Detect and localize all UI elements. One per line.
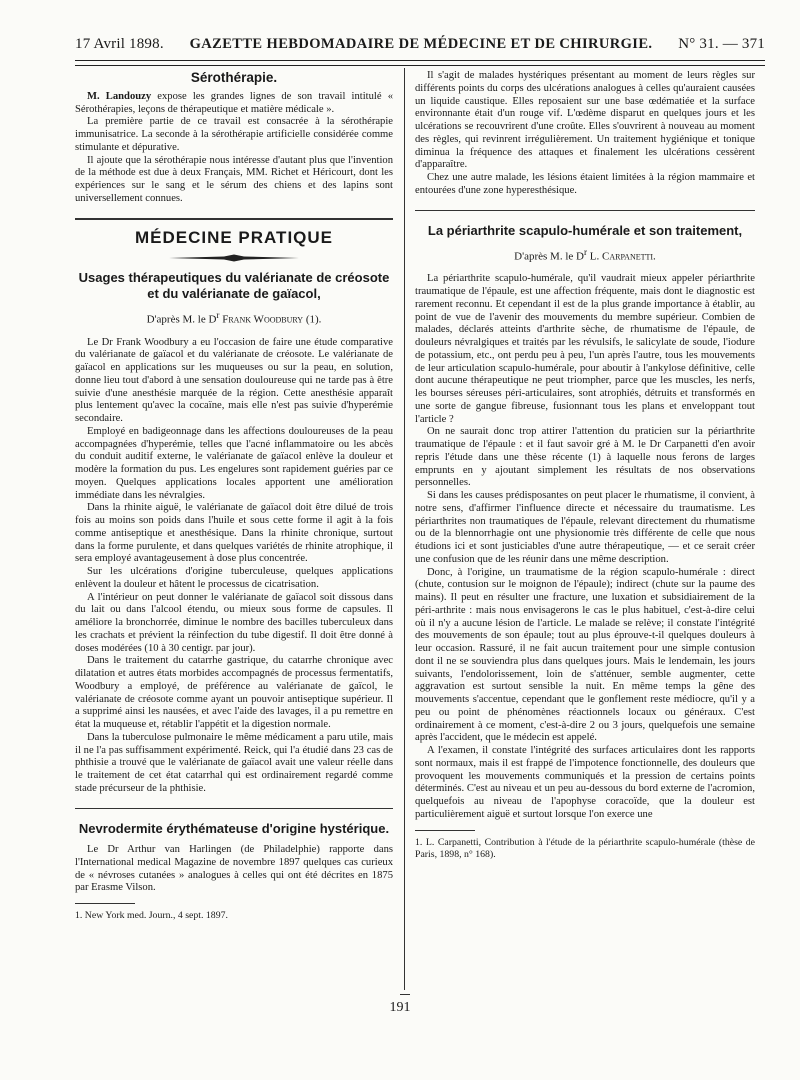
valerianate-paragraph: Employé en badigeonnage dans les affections douloureuses de la peau accompagnées d'hyperémie, telles que l'acné inflammatoire ou les abcès du conduit auditif externe, le valérianate de gaïacol enlève la douleur et modère la formation du pus. Les engelures sont rapidement guéries par ce moyen. Quelques applications locales apportent une amélioration immédiate dans les névralgies. bbox=[75, 425, 393, 501]
article-rule bbox=[415, 210, 755, 211]
valerianate-title: Usages thérapeutiques du valérianate de créosote et du valérianate de gaïacol, bbox=[78, 270, 390, 301]
periarthrite-paragraph: La périarthrite scapulo-humérale, qu'il vaudrait mieux appeler périarthrite traumatique de l'épaule, est une affection fréquente, mais dont le diagnostic est rarement reconnu. Et cependant il est de la plus grande importance à établir, au point de vue de l'avenir des mouvements du membre supérieur. Combien de malades, déclarés atteints d'arthrite sèche, de rhumatisme de l'épaule, de douleurs névralgiques et traités par les révulsifs, le salicylate de soude, l'iodure de potassium, etc., ont perdu peu à peu, l'un après l'autre, tous les mouvements de leur articulation scapulo-humérale, pour aboutir à l'ankylose définitive, celle dont aucune thérapeutique ne peut triompher, parce que les muscles, les nerfs, les bourses séreuses péri-articulaires, sont atrophiés, détruits et transformés en une sorte de gangue fibreuse, fusionnant tous les plans et enveloppant tout l'article ? bbox=[415, 273, 755, 425]
byline-author: Frank Woodbury bbox=[222, 313, 304, 326]
valerianate-paragraph: Dans le traitement du catarrhe gastrique, du catarrhe chronique avec dilatation et autres états morbides accompagnés de processus fermentatifs, Woodbury a employé, de préférence au valérianate de gaïcol, le valérianate de créosote comme ayant un pouvoir antiseptique supérieur. Il a supprimé ainsi les nausées, et avec l'aide des lavages, il a pu remettre en état la muqueuse et, rétablir l'appétit et la digestion normale. bbox=[75, 655, 393, 731]
right-column bbox=[415, 70, 755, 861]
footnote-rule bbox=[415, 830, 475, 831]
footnote-rule bbox=[75, 903, 135, 904]
valerianate-paragraph: Le Dr Frank Woodbury a eu l'occasion de faire une étude comparative du valérianate de gaïacol et du valérianate de créosote. Le valérianate de gaïacol en applications sur les muqueuses ou sur la peau, en solution, donne lieu tout d'abord à une sensation douloureuse qui ne tarde pas à être suivie d'une anesthésie marquée de la région. Cette anesthésie apparaît plus lentement qu'avec la cocaïne, mais elle n'est pas suivie d'hyperémie secondaire. bbox=[75, 336, 393, 425]
serotherapie-paragraph: M. Landouzy expose les grandes lignes de son travail intitulé « Sérothérapies, leçons de thérapeutique et matière médicale ». bbox=[75, 90, 393, 115]
valerianate-paragraph: A l'intérieur on peut donner le valérianate de gaïacol soit dissous dans du lait ou dans l'alcool étendu, ou mieux sous forme de capsules. Il améliore la bronchorrée, diminue le nombre des bacilles tuberculeux dans les crachats et prévient la réinfection du tube digestif. Il doit être donné à doses modérées (10 à 30 centigr. par jour). bbox=[75, 591, 393, 654]
serotherapie-paragraph: Il ajoute que la sérothérapie nous intéresse d'autant plus que l'invention de la méthode est due à deux Français, MM. Richet et Héricourt, dont les expériences sur le sang et le sérum des chiens et des lapins sont universellement connues. bbox=[75, 154, 393, 204]
running-head bbox=[75, 36, 765, 54]
article-rule bbox=[75, 808, 393, 809]
footnote-right: 1. L. Carpanetti, Contribution à l'étude de la périarthrite scapulo-humérale (thèse de Paris, 1898, n° 168). bbox=[415, 836, 755, 860]
page-number: 191 bbox=[389, 1000, 411, 1015]
serotherapie-title: Sérothérapie. bbox=[190, 70, 278, 85]
periarthrite-byline: D'après M. le $D^r$ L. Carpanetti. bbox=[514, 247, 656, 263]
header-rule bbox=[75, 60, 765, 66]
journal-title: GAZETTE HEBDOMADAIRE DE MÉDECINE ET DE CHIRURGIE. bbox=[189, 36, 653, 52]
periarthrite-paragraph: On ne saurait donc trop attirer l'attention du praticien sur la périarthrite traumatique de l'épaule : et il faut savoir gré à M. le Dr Carpanetti d'en avoir repris l'étude dans une thèse récente (1) à laquelle nous ferons de larges emprunts en y ajoutant simplement les résultats de nos observations personnelles. bbox=[415, 426, 755, 489]
left-column bbox=[75, 70, 393, 922]
ornament-rule bbox=[169, 254, 299, 262]
nevrodermite-continuation: Il s'agit de malades hystériques présentant au moment de leurs règles sur différents points du corps des ulcérations analogues à celles qu'auraient causées un liquide caustique. Elles reposaient sur une base œdématiée et la surface environnante était d'un rouge vif. L'œdème disparut en quelques jours et les ulcérations se recouvrirent d'une croûte. Elles s'ouvrirent à nouveau au moment des règles, qui revinrent irrégulièrement. Un traitement hygiénique et tonique diminua la fréquence des attaques et finalement les ulcérations cessèrent d'apparaître. bbox=[415, 70, 755, 171]
valerianate-paragraph: Sur les ulcérations d'origine tuberculeuse, quelques applications enlèvent la douleur et hâtent le processus de cicatrisation. bbox=[75, 566, 393, 590]
serotherapie-paragraph: La première partie de ce travail est consacrée à la sérothérapie immunisatrice. La seconde à la sérothérapie artificielle considérée comme stimulante et dépurative. bbox=[75, 116, 393, 153]
valerianate-paragraph: Dans la tuberculose pulmonaire le même médicament a paru utile, mais il ne l'a pas suffisamment expérimenté. Reick, qui l'a étudié dans 23 cas de phthisie a trouvé que le valérianate de gaïacol avait une valeur réelle dans le traitement de cet état catarrhal qui est ordinairement regardé comme stade précurseur de la phthisie. bbox=[75, 731, 393, 794]
nevrodermite-paragraph: Le Dr Arthur van Harlingen (de Philadelphie) rapporte dans l'International medical Magazine de novembre 1897 quelques cas curieux de « névroses cutanées » analogues à celles qui ont été décrites en 1875 par Erasme Vilson. bbox=[75, 844, 393, 894]
nevrodermite-title: Nevrodermite érythémateuse d'origine hystérique. bbox=[78, 820, 390, 836]
issue-number: N° 31. — 371 bbox=[678, 36, 765, 52]
valerianate-byline: D'après M. le $D^r$ Frank Woodbury (1). bbox=[146, 310, 322, 326]
section-rule bbox=[75, 218, 393, 220]
valerianate-paragraph: Dans la rhinite aiguë, le valérianate de gaïacol doit être dilué de trois fois au moins son poids dans l'huile et sous cette forme il agit à la fois comme antiseptique et anesthésique. Dans la rhinite chronique, surtout dans la forme purulente, et dans quelques variétés de rhinite atrophique, il sera employé avantageusement à dose plus concentrée. bbox=[75, 502, 393, 565]
periarthrite-paragraph: Si dans les causes prédisposantes on peut placer le rhumatisme, il convient, à notre sens, d'affirmer l'influence directe et nécessaire du traumatisme. Les périarthrites non traumatiques de l'épaule, relevant directement du rhumatisme ou de la blennorrhagie ont une physionomie très différente de celle que nous étudions ici et sont justiciables d'une autre thérapeutique, — et ce serait créer une confusion que de les réunir dans une même description. bbox=[415, 490, 755, 565]
author-name: M. Landouzy bbox=[87, 90, 152, 102]
nevrodermite-continuation: Chez une autre malade, les lésions étaient limitées à la région mammaire et entourées d'une zone hyperesthésique. bbox=[415, 172, 755, 196]
column-divider bbox=[404, 68, 405, 990]
periarthrite-paragraph: A l'examen, il constate l'intégrité des surfaces articulaires dont les rapports sont normaux, mais il est frappé de l'impotence fonctionnelle, des douleurs que provoquent les mouvements communiqués et la pression de certains points déterminés. C'est au niveau et un peu au-dessous du bord externe de l'acromion, quelquefois au niveau de l'apophyse coracoïde, que la douleur est particulièrement aiguë et surtout lorsque l'on exerce une bbox=[415, 745, 755, 820]
bottom-rule bbox=[400, 994, 410, 995]
footnote-left: 1. New York med. Journ., 4 sept. 1897. bbox=[75, 910, 228, 922]
section-title: MÉDECINE PRATIQUE bbox=[134, 227, 334, 247]
periarthrite-paragraph: Donc, à l'origine, un traumatisme de la région scapulo-humérale : direct (chute, contusion sur le moignon de l'épaule); indirect (chute sur la paume des mains). Il peut en résulter une fracture, une luxation et subsidiairement de la péri-arthrite : mais nous envisagerons le cas le plus habituel, c'est-à-dire celui où il n'y a aucune lésion de l'article. Le malade se relève; il constate l'intégrité des mouvements de son épaule; tout au plus éprouve-t-il quelques douleurs à leur occasion. Rassuré, il ne fait aucun traitement pour une simple contusion dont il ne se souviendra plus dans quelques jours. Mais le lendemain, les jours suivants, l'endolorissement, loin de s'atténuer, semble augmenter, cette aggravation est surtout sensible la nuit. En même temps la gêne des mouvements s'accentue, cependant que le gonflement reste médiocre, qu'il y a peu ou point de phénomènes réactionnels locaux ou généraux. C'est ordinairement à ce moment, c'est-à-dire 2 ou 3 jours, quelquefois une semaine après l'accident, que le médecin est appelé. bbox=[415, 566, 755, 744]
periarthrite-title: La périarthrite scapulo-humérale et son traitement, bbox=[427, 222, 743, 238]
byline-author: L. Carpanetti. bbox=[589, 250, 656, 263]
issue-date: 17 Avril 1898. bbox=[75, 36, 164, 52]
